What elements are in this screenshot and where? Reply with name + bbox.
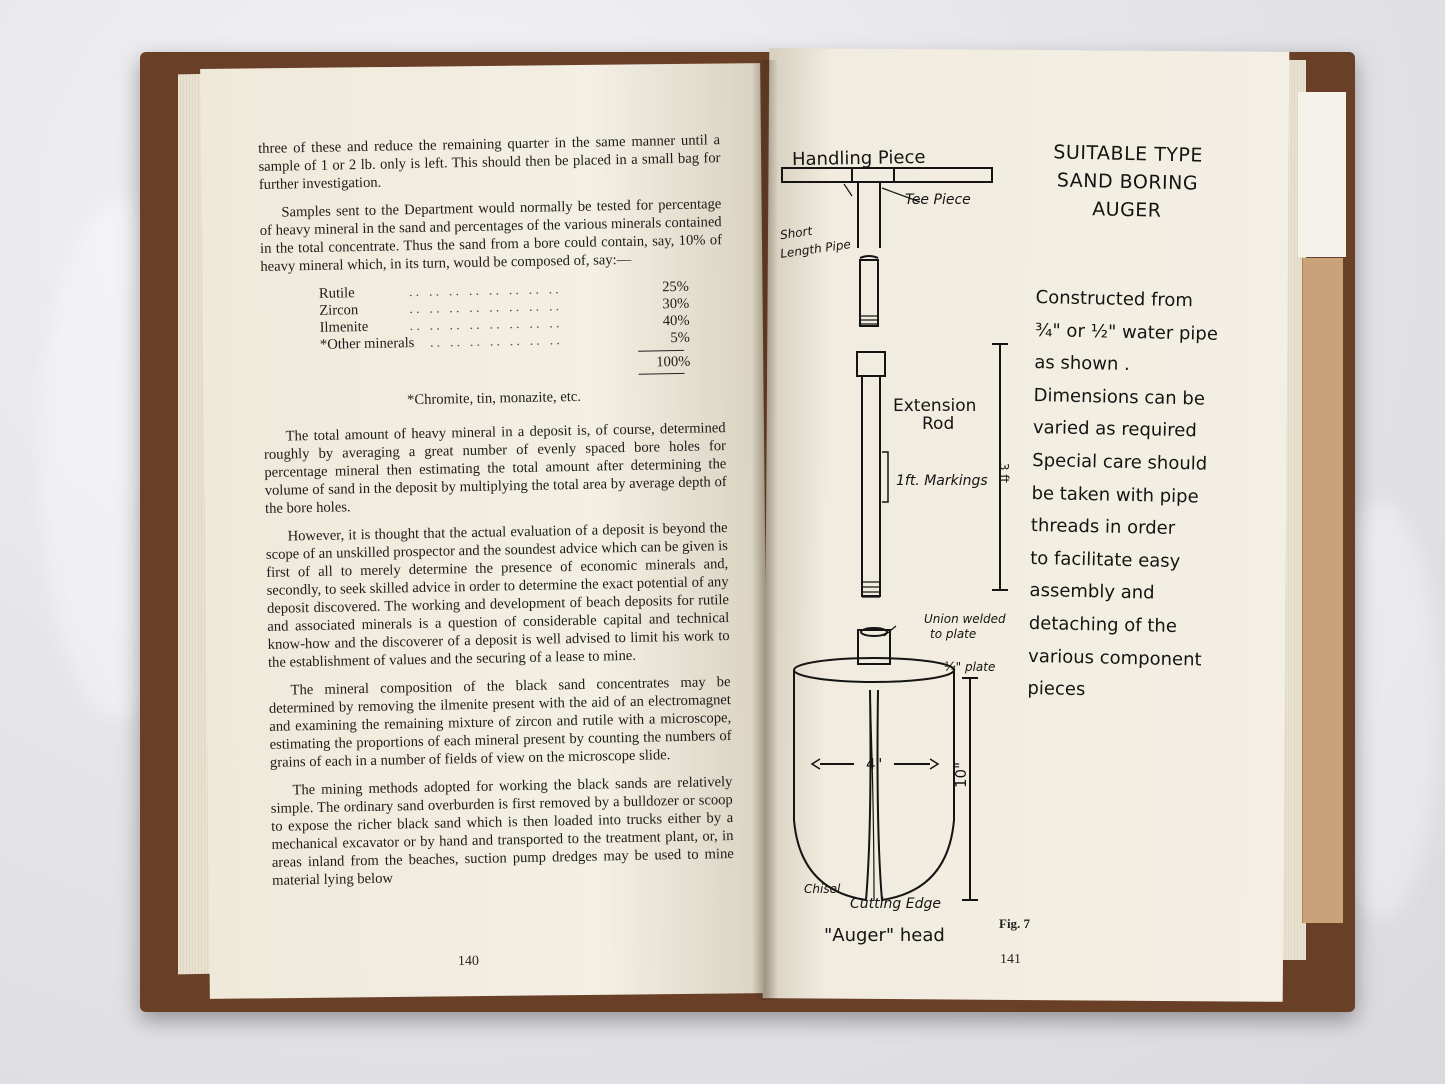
figure-label: Fig. 7 xyxy=(999,916,1031,931)
paragraph: The total amount of heavy mineral in a deposit is, of course, determined roughly by averaging a great number of evenly spaced bore holes for percentage mineral then estimating the total amount after determining the volume of sand in the deposit by multiplying the total area by average depth of the bore holes. xyxy=(263,420,727,517)
mineral-name: Rutile xyxy=(318,285,355,302)
label-four-in: 4" xyxy=(866,755,883,773)
paragraph: The mineral composition of the black sand concentrates may be determined by removing the ilmenite present with the aid of an electromagnet and examining the remaining mixture of zircon and rutile with a microscope, estimating the proportions of each mineral present by counting the numbers of grains of each in a number of fields of view on the microscope slide. xyxy=(268,674,732,771)
title-line: SUITABLE TYPE xyxy=(1053,141,1204,167)
mineral-value: 30% xyxy=(662,295,690,313)
label-union: to plate xyxy=(930,627,977,641)
label-tee-piece: Tee Piece xyxy=(905,192,971,208)
description-line: detaching of the xyxy=(1028,612,1178,637)
mineral-table xyxy=(319,278,691,381)
description-line: as shown . xyxy=(1034,352,1131,376)
mineral-name: Ilmenite xyxy=(319,318,369,336)
leader-dots: .. .. .. .. .. .. .. .. xyxy=(409,298,563,318)
description-line: assembly and xyxy=(1029,580,1155,604)
mineral-value: 40% xyxy=(662,312,690,330)
extension-rod xyxy=(862,376,880,596)
label-markings: 1ft. Markings xyxy=(896,473,988,489)
mineral-name: Zircon xyxy=(319,302,359,319)
leader-dots: .. .. .. .. .. .. .. .. xyxy=(409,315,563,335)
paragraph: The mining methods adopted for working the black sands are relatively simple. The ordinary sand overburden is first removed by a bulldozer or scoop to expose the richer black sand which is then loaded into trucks either by a mechanical excavator or by hand and transported to the treatment plant, or, in areas inland from the beaches, suction pump dredges may be used to mine material lying below xyxy=(270,774,734,889)
description-line: threads in order xyxy=(1030,515,1176,540)
label-cutting-edge: Cutting Edge xyxy=(850,896,941,912)
title-line: SAND BORING xyxy=(1056,169,1199,195)
label-union: Union welded xyxy=(924,612,1006,626)
description-line: various component xyxy=(1027,645,1202,671)
label-chisel: Chisel xyxy=(804,882,841,896)
description-line: Special care should xyxy=(1032,449,1208,475)
description-line: Constructed from xyxy=(1035,286,1194,312)
left-page-text xyxy=(258,131,735,900)
description-line: be taken with pipe xyxy=(1031,482,1199,508)
label-three-ft: 3 ft xyxy=(997,462,1012,484)
figure-title xyxy=(1019,138,1236,227)
auger-blade-left xyxy=(794,670,871,900)
mineral-name: *Other minerals xyxy=(319,335,415,353)
description-line: ¾" or ½" water pipe xyxy=(1034,319,1219,345)
description-line: to facilitate easy xyxy=(1029,547,1181,572)
rod-coupler xyxy=(857,352,885,376)
white-slip xyxy=(1298,92,1346,257)
label-extension-rod: Extension xyxy=(893,396,977,416)
label-ten-in: 10" xyxy=(952,762,970,788)
handle-bar xyxy=(782,168,992,182)
figure-description xyxy=(1027,282,1246,710)
label-auger-head: "Auger" head xyxy=(824,925,945,946)
label-extension-rod: Rod xyxy=(922,414,955,434)
footnote: *Chromite, tin, monazite, etc. xyxy=(406,388,582,409)
page-number: 141 xyxy=(1000,952,1021,967)
label-short-pipe: Short xyxy=(779,223,814,243)
mineral-total: 100% xyxy=(656,353,691,371)
leader-dots: .. .. .. .. .. .. .. .. xyxy=(408,281,562,301)
label-short-pipe: Length Pipe xyxy=(779,237,852,261)
paragraph: However, it is thought that the actual evaluation of a deposit is beyond the scope of an unskilled prospector and the soundest advice which can be given is first of all to merely determine the presence of economic minerals and, secondly, to seek skilled advice in order to determine the exact potential of any deposit discovered. The working and development of beach deposits for rutile and associated minerals is a question of considerable capital and technical know-how and the discoverer of a deposit is well advised to limit his work to the establishment of values and the securing of a lease to mine. xyxy=(265,520,730,671)
label-plate: ¼" plate xyxy=(944,660,996,674)
description-line: Dimensions can be xyxy=(1033,384,1206,410)
description-line: varied as required xyxy=(1032,417,1197,442)
leader-dots: .. .. .. .. .. .. .. xyxy=(429,332,564,351)
description-line: pieces xyxy=(1027,678,1086,701)
bookmark xyxy=(1302,258,1343,923)
paragraph: Samples sent to the Department would normally be tested for percentage of heavy mineral in the sand and percentages of the various minerals contained in the total concentrate. Thus the sand from a bore could contain, say, 10% of heavy mineral which, in its turn, would be composed of, say:— xyxy=(259,196,723,275)
title-line: AUGER xyxy=(1091,198,1162,222)
label-handling-piece: Handling Piece xyxy=(791,146,926,171)
paragraph: three of these and reduce the remaining quarter in the same manner until a sample of 1 or 2 lb. only is left. This should then be placed in a small bag for further investigation. xyxy=(258,132,721,193)
page-number: 140 xyxy=(457,953,480,970)
auger-blade-right xyxy=(878,670,955,900)
mineral-value: 5% xyxy=(670,329,691,347)
plate xyxy=(794,658,954,682)
mineral-value: 25% xyxy=(661,278,690,296)
